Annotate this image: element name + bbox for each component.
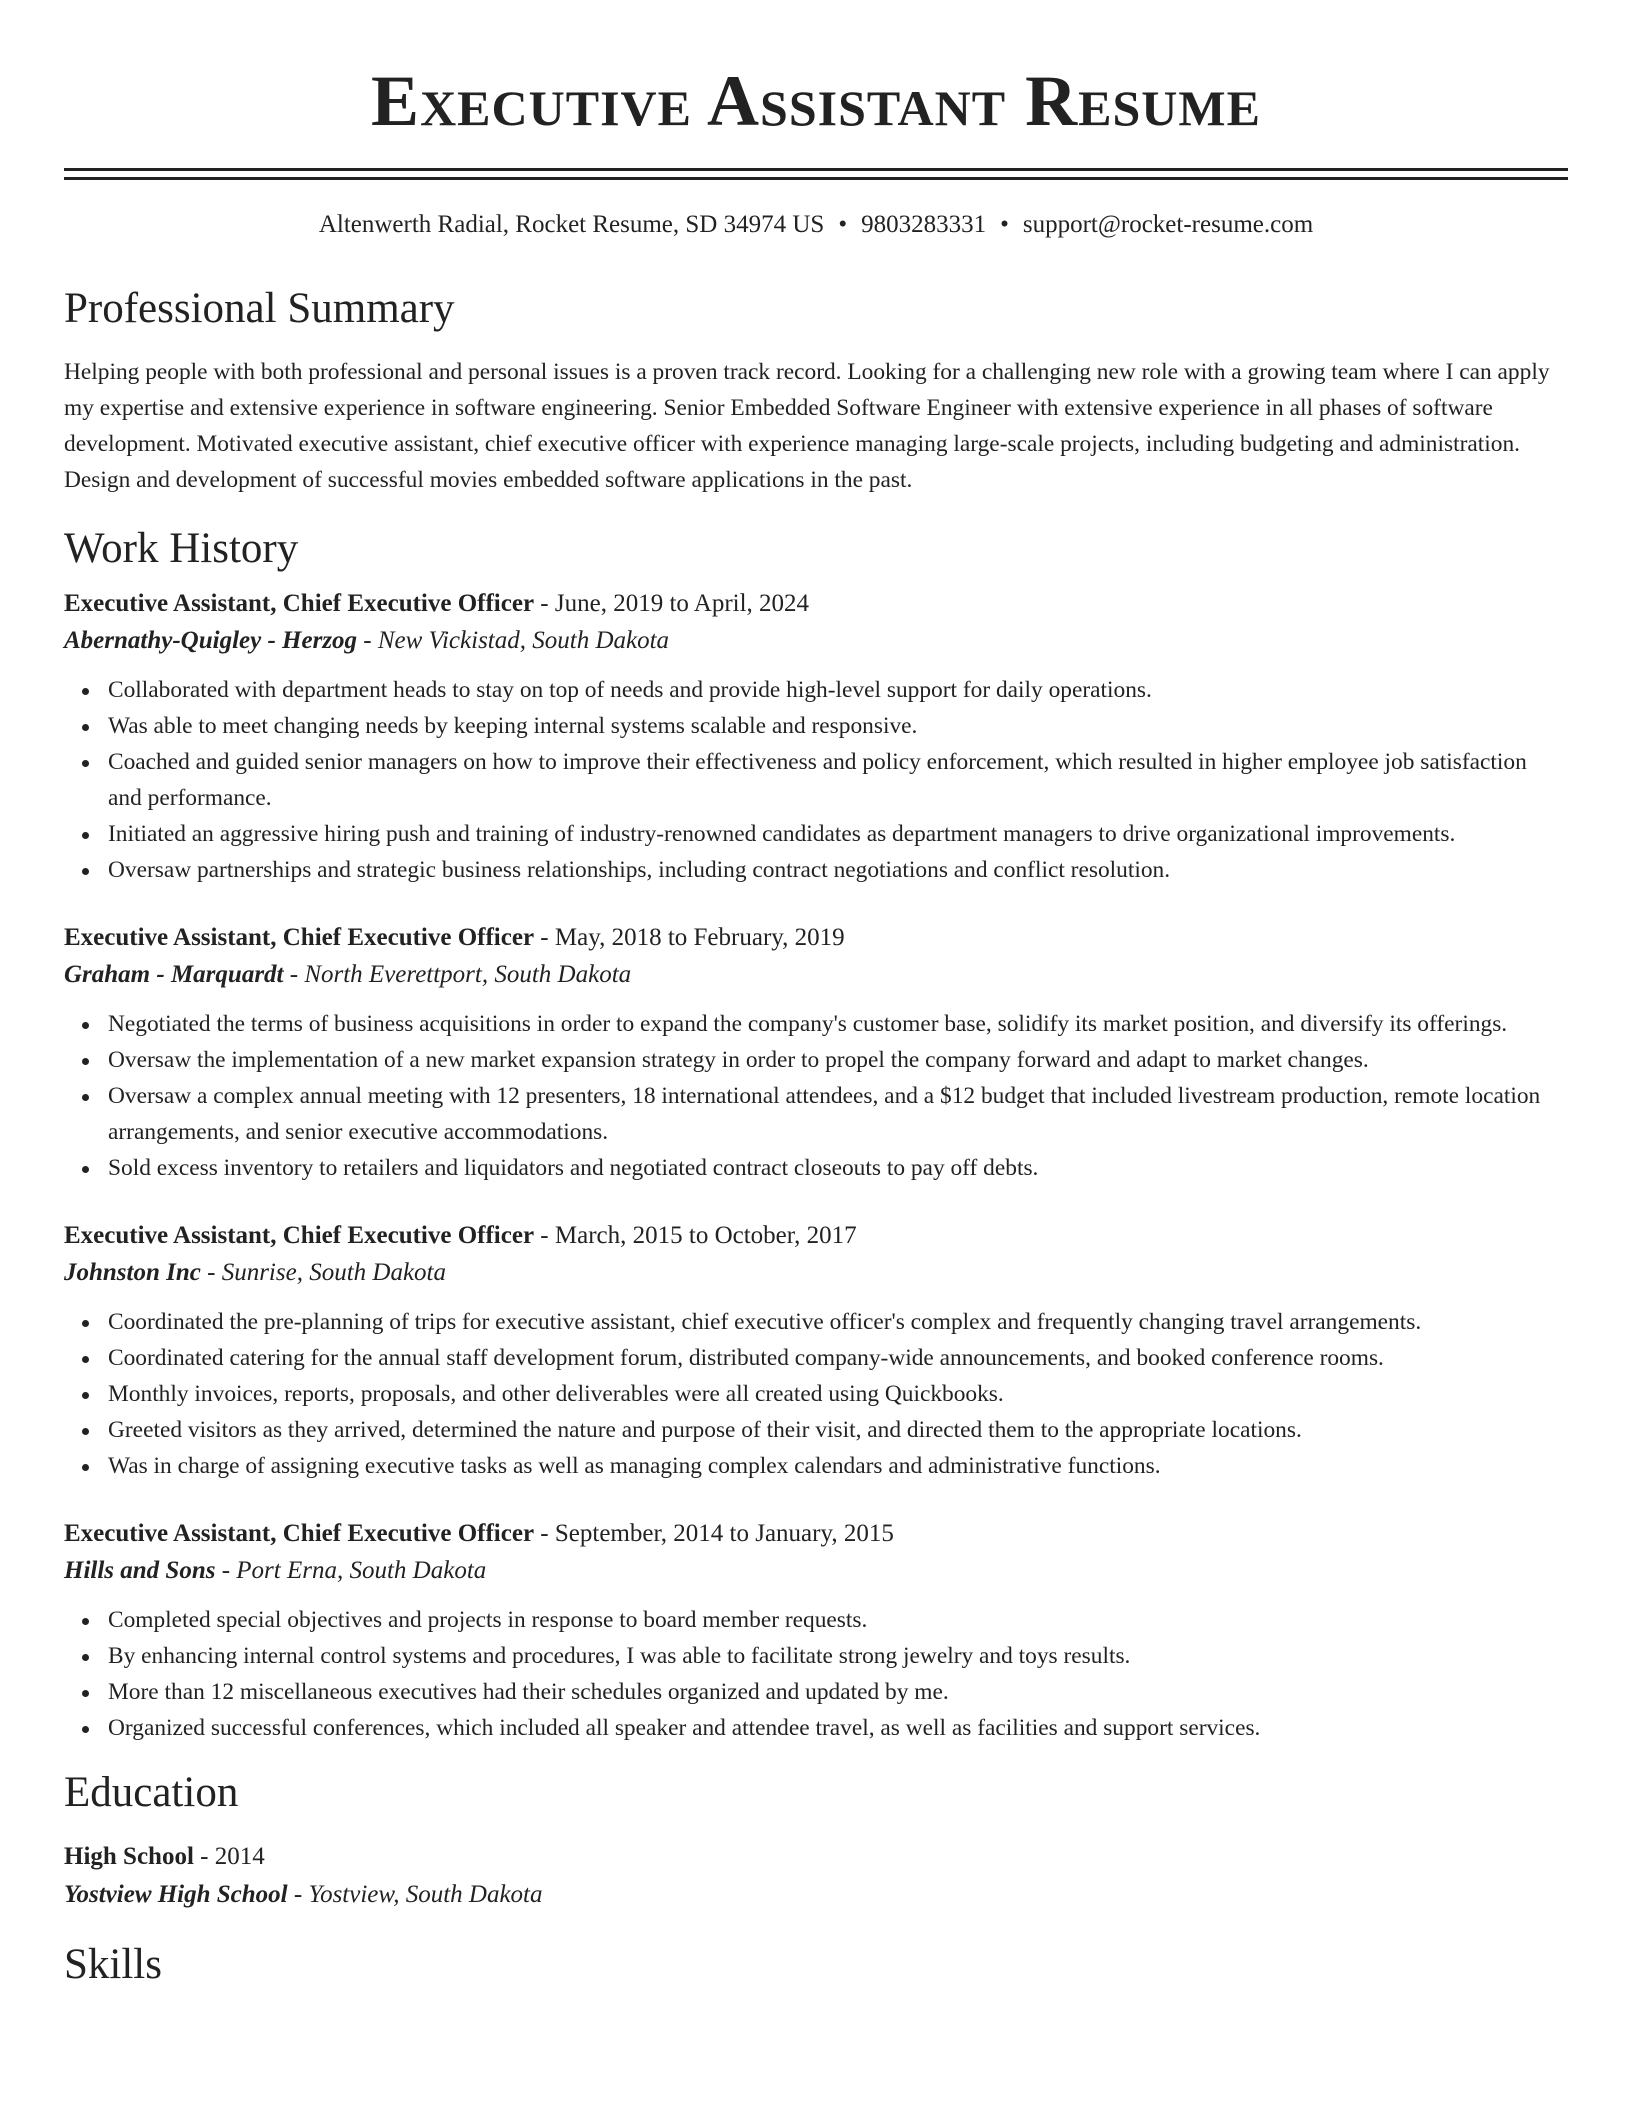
job-company-line (64, 1254, 1568, 1292)
job-company: Johnston Inc (64, 1259, 201, 1286)
job-title: Executive Assistant, Chief Executive Officer (64, 924, 535, 951)
job-bullet: Sold excess inventory to retailers and liquidators and negotiated contract closeouts to pay off debts. (108, 1150, 1568, 1186)
job-dates: - June, 2019 to April, 2024 (540, 590, 810, 617)
job-bullet: Monthly invoices, reports, proposals, and other deliverables were all created using Quickbooks. (108, 1376, 1568, 1412)
title-divider-top (64, 168, 1568, 171)
title-divider-bottom (64, 177, 1568, 180)
job-bullets (64, 1602, 1568, 1746)
job-company: Abernathy-Quigley - Herzog (64, 627, 358, 654)
job-entry (64, 1516, 1568, 1746)
education-year: - 2014 (200, 1843, 265, 1870)
job-bullet: Coached and guided senior managers on how to improve their effectiveness and policy enforcement, which resulted in higher employee job satisfaction and performance. (108, 744, 1568, 816)
job-company-line (64, 1552, 1568, 1590)
job-company: Hills and Sons (64, 1557, 216, 1584)
job-dates: - March, 2015 to October, 2017 (540, 1222, 857, 1249)
job-bullet: By enhancing internal control systems and procedures, I was able to facilitate strong jewelry and toys results. (108, 1638, 1568, 1674)
contact-phone: 9803283331 (861, 211, 987, 238)
job-bullet: Coordinated catering for the annual staff development forum, distributed company-wide announcements, and booked conference rooms. (108, 1340, 1568, 1376)
summary-text: Helping people with both professional and personal issues is a proven track record. Looking for a challenging new role with a growing team where I can apply my expertise and extensive experience in software engineering. Senior Embedded Software Engineer with extensive experience in all phases of software development. Motivated executive assistant, chief executive officer with experience managing large-scale projects, including budgeting and administration. Design and development of successful movies embedded software applications in the past. (64, 359, 1550, 493)
education-degree-line (64, 1838, 1568, 1876)
job-entry (64, 1218, 1568, 1484)
job-company-line (64, 956, 1568, 994)
job-bullet: Was in charge of assigning executive tasks as well as managing complex calendars and administrative functions. (108, 1448, 1568, 1484)
job-title-line (64, 920, 1568, 956)
resume-title: Executive Assistant Resume (371, 61, 1261, 141)
education-school: Yostview High School (64, 1881, 288, 1908)
job-entry (64, 586, 1568, 888)
contact-separator: • (1000, 211, 1009, 238)
job-bullet: Coordinated the pre-planning of trips for executive assistant, chief executive officer's complex and frequently changing travel arrangements. (108, 1304, 1568, 1340)
job-bullet: Was able to meet changing needs by keeping internal systems scalable and responsive. (108, 708, 1568, 744)
job-bullets (64, 1006, 1568, 1186)
job-bullet: Greeted visitors as they arrived, determined the nature and purpose of their visit, and directed them to the appropriate locations. (108, 1412, 1568, 1448)
job-bullet: Oversaw the implementation of a new market expansion strategy in order to propel the company forward and adapt to market changes. (108, 1042, 1568, 1078)
contact-line (64, 210, 1568, 240)
job-bullet: Collaborated with department heads to stay on top of needs and provide high-level support for daily operations. (108, 672, 1568, 708)
job-title-line (64, 1218, 1568, 1254)
job-location: - Sunrise, South Dakota (207, 1259, 446, 1286)
job-location: - North Everettport, South Dakota (289, 961, 632, 988)
education-heading: Education (64, 1769, 239, 1816)
job-location: - New Vickistad, South Dakota (363, 627, 670, 654)
job-title: Executive Assistant, Chief Executive Officer (64, 1520, 535, 1547)
job-bullet: More than 12 miscellaneous executives had their schedules organized and updated by me. (108, 1674, 1568, 1710)
job-company: Graham - Marquardt (64, 961, 284, 988)
job-bullets (64, 1304, 1568, 1484)
job-location: - Port Erna, South Dakota (221, 1557, 487, 1584)
job-title: Executive Assistant, Chief Executive Officer (64, 1222, 535, 1249)
education-degree: High School (64, 1843, 194, 1870)
job-dates: - September, 2014 to January, 2015 (540, 1520, 894, 1547)
education-school-line (64, 1876, 1568, 1914)
job-bullet: Oversaw partnerships and strategic business relationships, including contract negotiations and conflict resolution. (108, 852, 1568, 888)
job-bullet: Initiated an aggressive hiring push and training of industry-renowned candidates as department managers to drive organizational improvements. (108, 816, 1568, 852)
job-entry (64, 920, 1568, 1186)
skills-heading: Skills (64, 1941, 162, 1988)
job-company-line (64, 622, 1568, 660)
work-history-heading: Work History (64, 525, 299, 572)
contact-address: Altenwerth Radial, Rocket Resume, SD 34974 US (318, 211, 825, 238)
education-entry (64, 1838, 1568, 1914)
contact-email: support@rocket-resume.com (1022, 211, 1314, 238)
job-bullet: Negotiated the terms of business acquisitions in order to expand the company's customer base, solidify its market position, and diversify its offerings. (108, 1006, 1568, 1042)
summary-heading: Professional Summary (64, 285, 455, 332)
job-bullets (64, 672, 1568, 888)
job-title-line (64, 586, 1568, 622)
job-dates: - May, 2018 to February, 2019 (540, 924, 845, 951)
job-title-line (64, 1516, 1568, 1552)
job-title: Executive Assistant, Chief Executive Officer (64, 590, 535, 617)
job-bullet: Oversaw a complex annual meeting with 12 presenters, 18 international attendees, and a $12 budget that included livestream production, remote location arrangements, and senior executive accommodations. (108, 1078, 1568, 1150)
job-bullet: Completed special objectives and projects in response to board member requests. (108, 1602, 1568, 1638)
education-location: - Yostview, South Dakota (293, 1881, 543, 1908)
job-bullet: Organized successful conferences, which included all speaker and attendee travel, as well as facilities and support services. (108, 1710, 1568, 1746)
contact-separator: • (838, 211, 848, 238)
